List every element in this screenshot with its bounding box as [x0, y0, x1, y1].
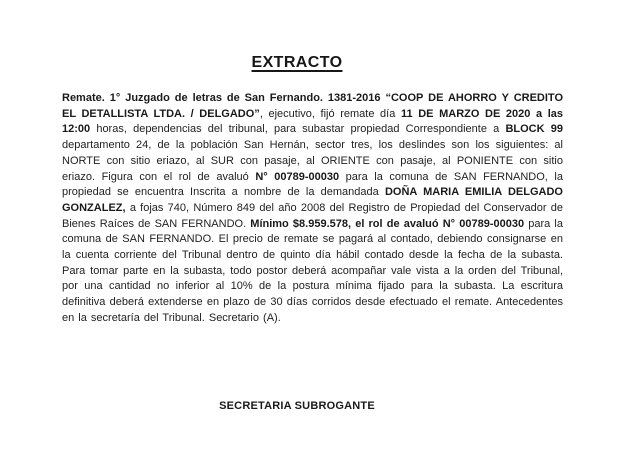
text-run-bold: Remate. 1° Juzgado de letras de San Fernando. 1381-2016 “COOP DE AHORRO Y CREDITO EL DETALLISTA LTDA. / DELGADO”	[62, 92, 563, 120]
text-run: horas, dependencias del tribunal, para subastar propiedad Correspondiente a	[90, 123, 506, 136]
text-run-bold: BLOCK 99	[505, 123, 563, 136]
document-body-paragraph	[62, 91, 563, 327]
text-run: departamento 24, de la población San Hernán, sector tres, los deslindes son los siguientes: al NORTE con sitio eriazo, al SUR con pasaje, al ORIENTE con pasaje, al PONIENTE con sitio eriazo. Figura con el rol de avaluó	[62, 139, 563, 183]
text-run-bold: Mínimo $8.959.578, el rol de avaluó N° 00789-00030	[250, 217, 525, 230]
text-run-bold: 11 DE MARZO DE 2020 a las 12:00	[62, 107, 564, 136]
text-run: para la comuna de SAN FERNANDO. El precio de remate se pagará al contado, debiendo consignarse en la cuenta corriente del Tribunal dentro de quinto día hábil contado desde la fecha de la subasta. Para tomar parte en la subasta, todo postor deberá acompañar vale vista a la orden del Tribunal, por una cantidad no inferior al 10% de la postura mínima fijado para la subasta. La escritura definitiva deberá extenderse en plazo de 30 días corridos desde efectuado el remate. Antecedentes en la secretaría del Tribunal. Secretario (A).	[62, 217, 563, 324]
text-run: a fojas 740, Número 849 del año 2008 del Registro de Propiedad del Conservador de Bienes Raíces de SAN FERNANDO.	[62, 201, 563, 230]
document-title: EXTRACTO	[251, 54, 343, 71]
text-run-bold: N° 00789-00030	[255, 170, 340, 183]
text-run-bold: DOÑA MARIA EMILIA DELGADO GONZALEZ,	[62, 186, 563, 214]
document-footer-signature: SECRETARIA SUBROGANTE	[219, 400, 375, 412]
text-run: , ejecutivo, fijó remate día	[259, 107, 401, 120]
text-run: para la comuna de SAN FERNANDO, la propiedad se encuentra Inscrita a nombre de la demandada	[62, 170, 563, 199]
